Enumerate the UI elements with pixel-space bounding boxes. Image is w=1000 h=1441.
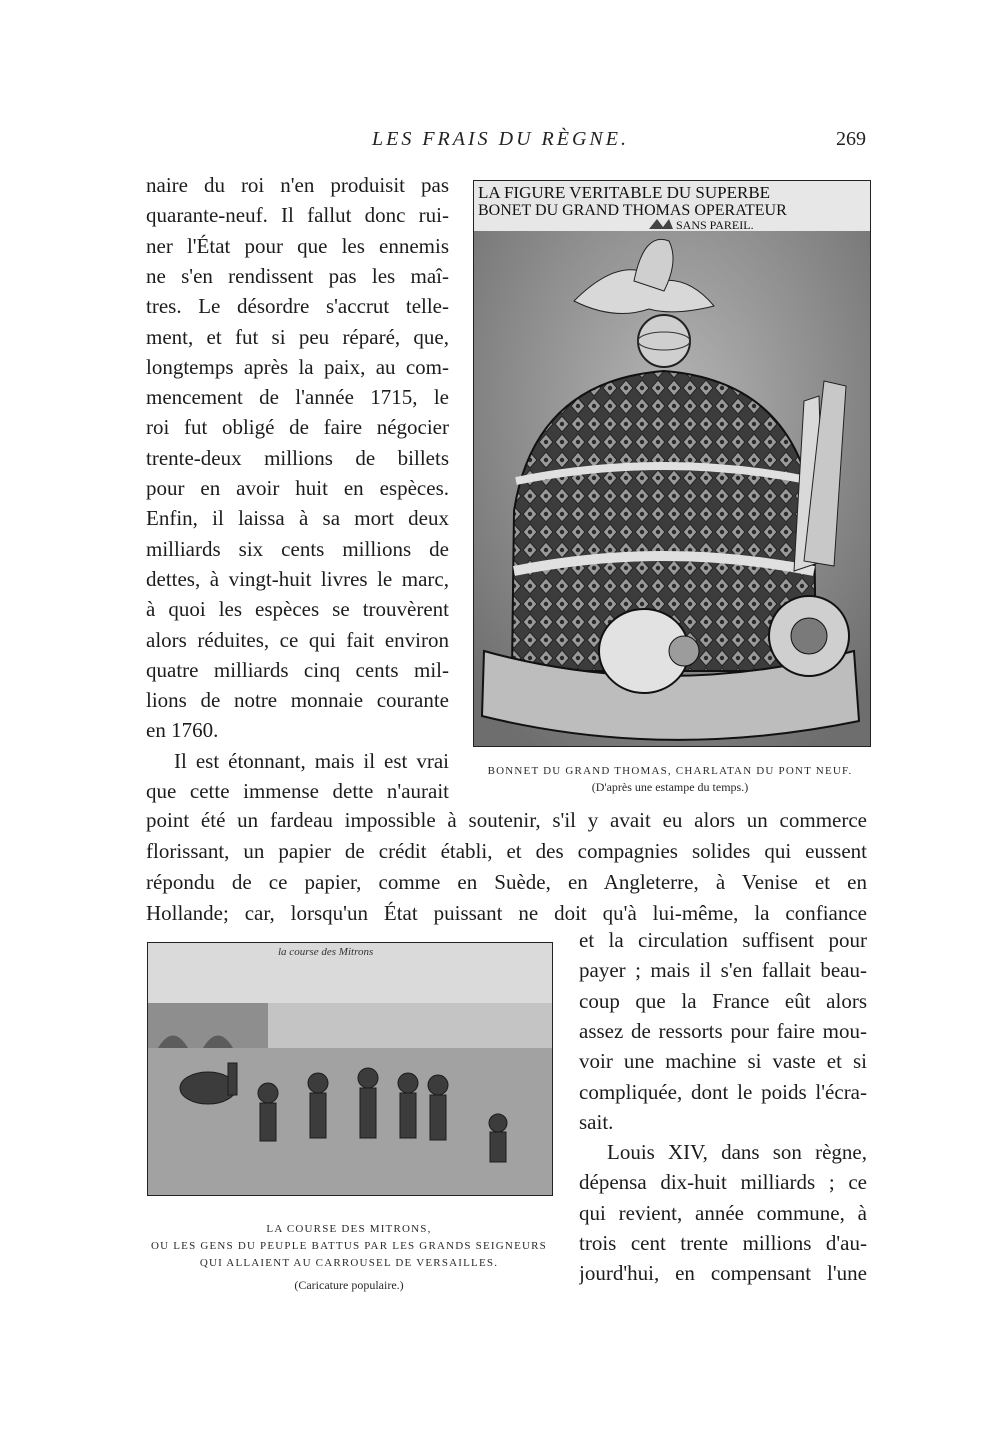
inscription-line-2: BONET DU GRAND THOMAS OPERATEUR xyxy=(478,202,787,219)
text-line: florissant, un papier de crédit établi, et des compagnies solides qui eussent xyxy=(146,839,867,863)
text-line: coup que la France eût alors xyxy=(579,988,867,1013)
text-line: milliards six cents millions de xyxy=(146,536,449,561)
text-line: alors réduites, ce qui fait environ xyxy=(146,627,449,652)
page-number: 269 xyxy=(836,128,866,150)
figure-top-source: (D'après une estampe du temps.) xyxy=(591,780,749,794)
text-line: trente-deux millions de billets xyxy=(146,445,449,470)
text-line: voir une machine si vaste et si xyxy=(579,1049,867,1074)
text-line: lions de notre monnaie courante xyxy=(146,688,449,713)
text-line: trois cent trente millions d'au- xyxy=(579,1231,867,1255)
text-line: répondu de ce papier, comme en Suède, en Angleterre, à Venise et en xyxy=(146,870,867,894)
text-line: ne s'en rendissent pas les maî- xyxy=(146,263,449,288)
bridge xyxy=(148,1003,268,1048)
text-line: naire du roi n'en produisit pas xyxy=(146,173,449,197)
bonnet-engraving xyxy=(473,180,871,747)
text-line: point été un fardeau impossible à soutenir, s'il y avait eu alors un commerce xyxy=(146,808,867,832)
text-line: Enfin, il laissa à sa mort deux xyxy=(146,506,449,531)
text-line: dépensa dix-huit milliards ; ce xyxy=(579,1170,867,1195)
text-line: roi fut obligé de faire négocier xyxy=(146,415,449,440)
text-line: et la circulation suffisent pour xyxy=(579,928,867,952)
text-line: mencement de l'année 1715, le xyxy=(146,385,449,410)
bonnet-illustration xyxy=(474,181,870,746)
figure-bottom-caption-2: OU LES GENS DU PEUPLE BATTUS PAR LES GRANDS SEIGNEURS xyxy=(151,1240,547,1252)
mitrons-engraving xyxy=(147,942,553,1196)
text-line: Louis XIV, dans son règne, xyxy=(607,1140,867,1165)
text-line: Hollande; car, lorsqu'un État puissant ne doit qu'à lui-même, la confiance xyxy=(146,901,867,925)
text-line: quarante-neuf. Il fallut donc rui- xyxy=(146,203,449,228)
text-line: qui revient, année commune, à xyxy=(579,1200,867,1225)
inscription-line-1: LA FIGURE VERITABLE DU SUPERBE xyxy=(478,183,771,202)
text-line: en 1760. xyxy=(146,718,219,743)
figure-bottom-caption-1: LA COURSE DES MITRONS, xyxy=(266,1223,432,1235)
text-line: quatre milliards cinq cents mil- xyxy=(146,657,449,682)
text-line: pour en avoir huit en espèces. xyxy=(146,476,449,500)
text-line: assez de ressorts pour faire mou- xyxy=(579,1018,867,1043)
text-line: jourd'hui, en compensant l'une xyxy=(579,1261,867,1286)
text-line: ment, et fut si peu réparé, que, xyxy=(146,324,449,349)
running-title: LES FRAIS DU RÈGNE. xyxy=(372,128,629,150)
mitrons-illustration xyxy=(148,943,552,1195)
text-line: à quoi les espèces se trouvèrent xyxy=(146,597,449,622)
mitrons-inscription: la course des Mitrons xyxy=(278,946,374,958)
text-line: ner l'État pour que les ennemis xyxy=(146,233,449,258)
text-line: dettes, à vingt-huit livres le marc, xyxy=(146,566,449,591)
inscription-line-3: SANS PAREIL. xyxy=(676,218,754,232)
figure-bottom-caption-3: QUI ALLAIENT AU CARROUSEL DE VERSAILLES. xyxy=(199,1257,499,1269)
text-line: Il est étonnant, mais il est vrai xyxy=(174,748,449,773)
text-line: payer ; mais il s'en fallait beau- xyxy=(579,958,867,983)
text-line: sait. xyxy=(579,1109,614,1134)
text-line: tres. Le désordre s'accrut telle- xyxy=(146,294,449,319)
figure-bottom-source: (Caricature populaire.) xyxy=(294,1278,404,1292)
globe xyxy=(638,315,690,367)
text-line: compliquée, dont le poids l'écra- xyxy=(579,1079,867,1104)
text-line: longtemps après la paix, au com- xyxy=(146,354,449,379)
text-line: que cette immense dette n'aurait xyxy=(146,779,449,803)
figure-top-caption: BONNET DU GRAND THOMAS, CHARLATAN DU PONT NEUF. xyxy=(487,765,853,777)
